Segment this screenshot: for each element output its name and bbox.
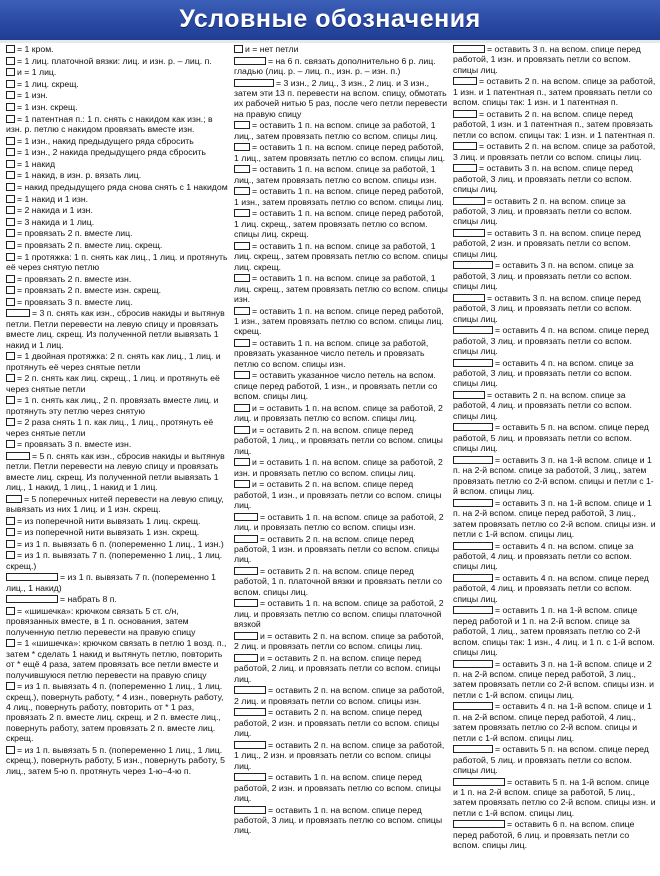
legend-entry [6,594,228,604]
legend-entry-text: = оставить 2 п. на вспом. спице за работой, 1 лиц., 2 изн. и провязать петли со вспом. спицы лиц. [234,739,445,771]
stitch-symbol-icon [6,57,15,65]
stitch-symbol-icon [453,820,505,828]
stitch-symbol-icon [6,160,15,168]
header-divider [0,40,660,43]
legend-entry [234,707,448,738]
legend-entry-text: = из поперечной нити вывязать 1 изн. скрещ. [17,527,200,538]
legend-entry-text: = 1 «шишечка»: крючком связать в петлю 1 возд. п., затем * сделать 1 накид и вытянуть петлю, повторить от * ещё 4 раза, затем провязать все петли вместе и получившуюся петлю перевести на правую спицу [6,638,227,680]
legend-entry [453,141,656,162]
legend-entry-text: = оставить 2 п. на вспом. спице перед работой, 2 изн. и провязать петли со вспом. спицы лиц. [234,707,440,739]
stitch-symbol-icon [6,218,15,226]
legend-entry-text: = оставить 2 п. на вспом. спице за работой, 1 изн. и 1 патентная п., затем провязать петли со вспом. спицы так: 1 изн. и 1 патентная п. [453,76,656,108]
stitch-symbol-icon [453,391,485,399]
legend-entry [6,439,228,449]
stitch-symbol-icon [453,606,493,614]
legend-column-1 [6,44,228,876]
legend-entry-text: = накид предыдущего ряда снова снять с 1 накидом [17,181,228,192]
legend-entry [6,550,228,571]
legend-entry [6,79,228,89]
legend-entry-text: = оставить 1 п. на вспом. спице за работой, провязать указанное число петель и провязать петлю со вспом. спицы изн. [234,338,429,369]
stitch-symbol-icon [6,80,15,88]
legend-entry-text: = 3 изн., 2 лиц., 3 изн., 2 лиц. и 3 изн., затем эти 13 п. перевести на вспом. спицу, обмотать их рабочей нитью 5 раз, после чего петли перевести на правую спицу [234,77,448,119]
legend-entry-text: = оставить 1 п. на вспом. спице за работой, 1 лиц., затем провязать петлю со вспом. спицы изн. [234,164,437,185]
legend-entry-text: = из поперечной нити вывязать 1 лиц. скрещ. [17,515,201,526]
stitch-symbol-icon [6,137,15,145]
stitch-symbol-icon [234,654,258,662]
legend-entry-text: = оставить 3 п. на 1-й вспом. спице и 2 п. на 2-й вспом. спице перед работой, 3 лиц., затем провязать петли со 2-й вспом. спицы изн. и петли с 1-й вспом. спицы лиц. [453,658,654,700]
page-title: Условные обозначения [179,5,481,33]
stitch-symbol-icon [234,686,266,694]
legend-entry-text: = из 1 п. вывязать 5 п. (попеременно 1 лиц., 1 лиц. скрещ.), повернуть работу, 5 изн., повернуть работу, 5 лиц., затем 5-ю п. протянуть через 1-ю–4-ю п. [6,744,225,776]
legend-entry [6,527,228,537]
legend-entry [6,159,228,169]
legend-entry [6,638,228,680]
stitch-symbol-icon [234,426,250,434]
legend-entry [6,274,228,284]
legend-entry [453,541,656,572]
legend-entry [234,740,448,771]
stitch-symbol-icon [453,110,477,118]
stitch-symbol-icon [453,456,493,464]
legend-entry-text: = оставить 1 п. на вспом. спице перед работой, 2 изн. и провязать петлю со вспом. спицы лиц. [234,772,441,803]
legend-entry-text: = оставить 2 п. на вспом. спице перед работой, 1 п. платочной вязки и провязать петли со вспом. спицы лиц. [234,566,443,597]
stitch-symbol-icon [453,294,485,302]
legend-entry [234,306,448,337]
legend-entry-text: = 1 изн. [17,90,48,101]
legend-entry-text: = 1 п. снять как лиц., 2 п. провязать вместе лиц. и протянуть эту петлю через снятую [6,395,219,416]
stitch-symbol-icon [6,275,15,283]
stitch-symbol-icon [234,567,258,575]
legend-entry-text: = оставить 1 п. на вспом. спице перед работой, 1 изн., затем провязать петлю со вспом. спицы лиц. [234,186,444,207]
legend-entry [6,44,228,54]
legend-entry [6,240,228,250]
legend-entry-text: = оставить 3 п. на вспом. спице перед работой, 3 лиц. и провязать петли со вспом. спицы лиц. [453,292,641,324]
legend-entry-text: = 5 поперечных нитей перевести на левую спицу, вывязать из них 1 лиц. и 1 изн. скрещ. [6,493,224,514]
legend-entry-text: = 1 изн., накид предыдущего ряда сбросить [17,135,194,146]
stitch-symbol-icon [234,187,250,195]
stitch-symbol-icon [234,165,250,173]
legend-column-2 [234,44,448,876]
stitch-symbol-icon [6,115,15,123]
stitch-symbol-icon [6,540,15,548]
legend-entry [234,56,448,77]
legend-entry-text: и = оставить 1 п. на вспом. спице за работой, 2 изн. и провязать петлю со вспом. спицы лиц. [234,457,443,478]
legend-entry-text: = из 1 п. вывязать 6 п. (попеременно 1 лиц., 1 изн.) [17,538,224,549]
legend-entry [234,403,448,424]
stitch-symbol-icon [453,778,505,786]
legend-entry-text: = 3 п. снять как изн., сбросив накиды и вытянув петли. Петли перевести на левую спицу и провязать вместе лиц. скрещ. Из полученной петли вывязать 1 накид и 1 лиц. [6,308,225,350]
legend-entry [234,566,448,597]
stitch-symbol-icon [6,607,15,615]
legend-entry [234,512,448,533]
legend-entry-text: и = 1 лиц. [17,67,57,78]
legend-entry [453,701,656,743]
legend-entry [6,516,228,526]
stitch-symbol-icon [6,298,15,306]
page-header [0,0,660,42]
legend-entry-text: = 1 изн., 2 накида предыдущего ряда сбросить [17,147,206,158]
legend-entry-text: = оставить 1 п. на вспом. спице за работой, 1 лиц. скрещ., затем провязать петлю со вспом. спицы изн. [234,273,448,305]
stitch-symbol-icon [6,528,15,536]
stitch-symbol-icon [453,702,493,710]
legend-entry [453,76,656,107]
legend-entry-text: = 1 накид [17,158,56,169]
legend-entry-text: = 3 накида и 1 лиц. [17,216,95,227]
legend-entry-text: = оставить 5 п. на 1-й вспом. спице и 1 п. на 2-й вспом. спице за работой, 5 лиц., затем провязать петлю со 2-й вспом. спицы изн. и петли с 1-й вспом. спицы лиц. [453,776,656,818]
legend-entry [6,745,228,776]
legend-entry-text: = из 1 п. вывязать 7 п. (попеременно 1 лиц., 1 лиц. скрещ.) [6,550,223,571]
stitch-symbol-icon [234,404,250,412]
legend-entry [6,681,228,743]
legend-entry-text: = 1 кром. [17,44,54,54]
legend-entry [6,351,228,372]
legend-entry-text: = оставить 3 п. на вспом. спице за работой, 3 лиц. и провязать петли со вспом. спицы лиц. [453,260,634,292]
legend-entry [6,67,228,77]
stitch-symbol-icon [6,286,15,294]
stitch-symbol-icon [234,535,258,543]
legend-entry-text: = 1 патентная п.: 1 п. снять с накидом как изн.; в изн. р. петлю с накидом провязать вместе изн. [6,113,213,134]
legend-entry-text: = 1 накид и 1 изн. [17,193,89,204]
legend-entry-text: = оставить 1 п. на вспом. спице за работой, 1 лиц. скрещ., затем провязать петлю со вспом. спицы лиц. скрещ. [234,240,448,272]
legend-entry [6,395,228,416]
legend-entry [234,479,448,510]
stitch-symbol-icon [453,359,493,367]
legend-entry [453,325,656,356]
legend-entry [453,293,656,324]
legend-entry [453,744,656,775]
legend-entry-text: = оставить 1 п. на вспом. спице перед работой, 1 изн., затем провязать петлю со вспом. спицы лиц. скрещ. [234,305,444,337]
stitch-symbol-icon [6,68,15,76]
legend-entry [453,498,656,540]
stitch-symbol-icon [6,440,15,448]
legend-entry-text: = провязать 2 п. вместе лиц. скрещ. [17,239,163,250]
legend-entry [453,228,656,259]
legend-entry-text: = оставить 3 п. на вспом. спице перед работой, 3 лиц. и провязать петли со вспом. спицы лиц. [453,163,633,195]
legend-entry-text: и = оставить 1 п. на вспом. спице за работой, 2 лиц. и провязать петлю со вспом. спицы лиц. [234,402,443,424]
legend-entry [234,805,448,836]
stitch-symbol-icon [234,143,250,151]
legend-entry [234,338,448,369]
legend-entry [234,631,448,652]
legend-entry-text: = оставить 1 п. на вспом. спице перед работой, 1 лиц., затем провязать петлю со вспом. спицы лиц. [234,142,446,163]
legend-entry-text: = провязать 2 п. вместе лиц. [17,228,133,239]
stitch-symbol-icon [234,806,266,814]
legend-entry-text: = оставить 2 п. на вспом. спице перед работой, 1 изн. и провязать петли со вспом. спицы лиц. [234,533,440,565]
legend-entry-text: = оставить 4 п. на 1-й вспом. спице и 1 п. на 2-й вспом. спице перед работой, 4 лиц., затем провязать петлю со 2-й вспом. спицы и петли с 1-й вспом. спицы лиц. [453,701,652,743]
stitch-symbol-icon [6,746,15,754]
legend-entry [6,228,228,238]
legend-entry-text: = оставить 1 п. на вспом. спице перед работой, 3 лиц. и провязать петлю со вспом. спицы лиц. [234,804,443,836]
legend-entry-text: = на 6 п. связать дополнительно 6 р. лиц. гладью (лиц. р. – лиц. п., изн. р. – изн. п.) [234,55,436,76]
stitch-symbol-icon [6,418,15,426]
legend-entry [453,196,656,227]
legend-entry [6,205,228,215]
legend-entry-text: = из 1 п. вывязать 4 п. (попеременно 1 лиц., 1 лиц. скрещ.), повернуть работу, * 4 изн., повернуть работу, 4 лиц., повернуть работу, повторить от * 1 раз, провязать 2 п. вместе лиц. скрещ. и 2 п. вместе лиц., повернуть работу, затем провязать 2 п. вместе лиц. скрещ. [6,681,224,744]
legend-entry-text: = «шишечка»: крючком связать 5 ст. с/н, провязанных вместе, в 1 п. основания, затем полученную петлю перевести на правую спицу [6,605,196,637]
legend-entry [6,90,228,100]
legend-entry-text: = оставить 1 п. на 1-й вспом. спице перед работой и 1 п. на 2-й вспом. спице за работой, 1 лиц., затем провязать петлю со 2-й вспом. спицы так: 1 изн., 4 лиц. и 1 п. с 1-й вспом. спицы лиц. [453,605,655,657]
legend-entry [453,260,656,291]
legend-entry [453,819,656,850]
stitch-symbol-icon [234,79,274,87]
legend-entry-text: = 1 лиц. скрещ. [17,78,79,89]
legend-entry [6,297,228,307]
stitch-symbol-icon [453,326,493,334]
legend-entry [6,417,228,438]
stitch-symbol-icon [234,45,243,53]
legend-entry-text: = оставить 2 п. на вспом. спице за работой, 3 лиц. и провязать петли со вспом. спицы лиц. [453,195,632,227]
legend-entry [453,44,656,75]
legend-entry [234,241,448,272]
legend-entry [6,217,228,227]
stitch-symbol-icon [6,241,15,249]
stitch-symbol-icon [453,574,493,582]
legend-entry [6,539,228,549]
stitch-symbol-icon [6,682,15,690]
stitch-symbol-icon [453,660,493,668]
legend-entry-text: = оставить 6 п. на вспом. спице перед работой, 6 лиц. и провязать петли со вспом. спицы лиц. [453,819,635,851]
legend-entry [234,685,448,706]
stitch-symbol-icon [234,339,250,347]
legend-entry [453,605,656,657]
stitch-symbol-icon [6,374,15,382]
legend-entry [234,534,448,565]
stitch-symbol-icon [6,183,15,191]
stitch-symbol-icon [234,121,250,129]
stitch-symbol-icon [234,632,258,640]
stitch-symbol-icon [234,741,266,749]
legend-entry [234,273,448,304]
stitch-symbol-icon [234,480,250,488]
stitch-symbol-icon [6,195,15,203]
stitch-symbol-icon [6,253,15,261]
legend-entry-text: = оставить 3 п. на вспом. спице перед работой, 1 изн. и провязать петли со вспом. спицы лиц. [453,44,641,75]
legend-entry-text: и = оставить 2 п. на вспом. спице за работой, 2 лиц. и провязать петли со вспом. спицы лиц. [234,630,444,652]
legend-entry-text: = 2 п. снять как лиц. скрещ., 1 лиц. и протянуть её через снятые петли [6,373,220,394]
stitch-symbol-icon [453,542,493,550]
legend-entry [234,186,448,207]
legend-entry-text: = провязать 2 п. вместе изн. [17,273,132,284]
legend-entry [6,170,228,180]
stitch-symbol-icon [6,639,15,647]
legend-entry [234,425,448,456]
stitch-symbol-icon [234,458,250,466]
legend-entry-text: = оставить 4 п. на вспом. спице перед работой, 3 лиц. и провязать петли со вспом. спицы лиц. [453,325,649,357]
legend-entry [234,772,448,803]
legend-entry-text: = оставить 4 п. на вспом. спице перед работой, 4 лиц. и провязать петли со вспом. спицы лиц. [453,572,649,604]
legend-entry-text: = оставить 4 п. на вспом. спице за работой, 3 лиц. и провязать петли со вспом. спицы лиц. [453,357,634,389]
legend-entry [6,194,228,204]
stitch-symbol-icon [6,206,15,214]
legend-entry-text: = 1 изн. скрещ. [17,101,78,112]
stitch-symbol-icon [6,452,30,460]
stitch-symbol-icon [234,209,250,217]
legend-entry [6,606,228,637]
stitch-symbol-icon [6,352,15,360]
legend-entry [453,422,656,453]
legend-entry [453,455,656,497]
legend-entry-text: = оставить 2 п. на вспом. спице за работой, 2 лиц. и провязать петли со вспом. спицы изн. [234,685,445,706]
stitch-symbol-icon [453,229,485,237]
legend-entry-text: и = оставить 2 п. на вспом. спице перед работой, 1 лиц., и провязать петли со вспом. спицы лиц. [234,424,443,456]
stitch-symbol-icon [453,499,493,507]
stitch-symbol-icon [6,45,15,53]
legend-entry-text: = оставить 4 п. на вспом. спице за работой, 4 лиц. и провязать петли со вспом. спицы лиц. [453,540,634,572]
legend-entry-text: = провязать 3 п. вместе изн. [17,439,132,450]
legend-entry [453,358,656,389]
legend-entry-text: = 2 накида и 1 изн. [17,205,93,216]
legend-entry [453,163,656,194]
legend-entry-text: = 1 накид, в изн. р. вязать лиц. [17,170,142,181]
stitch-symbol-icon [234,57,266,65]
legend-entry [234,457,448,478]
legend-entry-text: = оставить 2 п. на вспом. спице перед работой, 1 изн. и 1 патентная п., затем провязать петли со вспом. спицы так: 1 изн. и 1 патентная п. [453,108,656,140]
legend-entry [6,285,228,295]
legend-entry-text: = провязать 3 п. вместе лиц. [17,296,133,307]
stitch-symbol-icon [234,599,258,607]
legend-entry [453,390,656,421]
stitch-symbol-icon [6,91,15,99]
legend-entry [6,56,228,66]
legend-entry-text: = провязать 2 п. вместе изн. скрещ. [17,285,162,296]
stitch-symbol-icon [453,261,493,269]
stitch-symbol-icon [6,396,15,404]
stitch-symbol-icon [6,103,15,111]
legend-entry [234,44,448,54]
legend-entry-text: = оставить 1 п. на вспом. спице за работой, 1 лиц., затем провязать петлю со вспом. спицы лиц. [234,120,438,141]
stitch-symbol-icon [453,423,493,431]
stitch-symbol-icon [234,708,266,716]
stitch-symbol-icon [6,495,22,503]
stitch-symbol-icon [6,595,58,603]
stitch-symbol-icon [6,171,15,179]
stitch-symbol-icon [6,309,30,317]
legend-entry-text: = 1 лиц. платочной вязки: лиц. и изн. р. – лиц. п. [17,55,212,66]
legend-entry-text: = набрать 8 п. [60,594,117,605]
stitch-symbol-icon [6,229,15,237]
legend-entry [234,653,448,684]
legend-entry-text: = 2 раза снять 1 п. как лиц., 1 лиц., протянуть её через снятые петли [6,417,214,438]
legend-entry-text: = оставить 1 п. на вспом. спице перед работой, 1 лиц. скрещ., затем провязать петлю со вспом. спицы лиц. скрещ. [234,208,444,240]
stitch-symbol-icon [453,77,477,85]
legend-entry [234,370,448,401]
legend-entry [234,598,448,629]
legend-entry [6,114,228,135]
stitch-symbol-icon [234,307,250,315]
legend-entry-text: = оставить 1 п. на вспом. спице за работой, 2 лиц. и провязать петлю со вспом. спицы платочной вязкой [234,598,444,630]
stitch-symbol-icon [6,551,15,559]
stitch-symbol-icon [453,164,477,172]
legend-entry-text: = 1 протяжка: 1 п. снять как лиц., 1 лиц. и протянуть её через снятую петлю [6,251,228,272]
legend-entry [234,78,448,120]
legend-entry-text: = 5 п. снять как изн., сбросив накиды и вытянув петли. Петли перевести на левую спицу и провязать вместе лиц. скрещ. Из полученной петли вывязать 1 лиц., 1 накид, 1 лиц., 1 накид и 1 лиц. [6,450,225,492]
stitch-symbol-icon [6,517,15,525]
legend-entry [453,573,656,604]
legend-entry [234,142,448,163]
stitch-symbol-icon [234,274,250,282]
legend-entry-text: = оставить 2 п. на вспом. спице за работой, 3 лиц. и провязать петли со вспом. спицы лиц. [453,141,656,162]
stitch-symbol-icon [6,148,15,156]
legend-entry [453,777,656,819]
legend-entry [6,494,228,515]
stitch-symbol-icon [234,371,250,379]
stitch-symbol-icon [234,513,258,521]
stitch-symbol-icon [453,142,477,150]
legend-entry-text: = оставить 3 п. на 1-й вспом. спице и 1 п. на 2-й вспом. спице перед работой, 3 лиц., затем провязать петлю со 2-й вспом. спицы изн. и петли с 1-й вспом. спицы лиц. [453,497,656,539]
stitch-symbol-icon [234,242,250,250]
legend-entry [234,120,448,141]
stitch-symbol-icon [6,573,58,581]
legend-entry-text: = оставить 5 п. на вспом. спице перед работой, 5 лиц. и провязать петли со вспом. спицы лиц. [453,744,649,775]
stitch-symbol-icon [453,745,493,753]
legend-entry [6,147,228,157]
legend-entry-text: = оставить 1 п. на вспом. спице за работой, 2 лиц. и провязать петлю со вспом. спицы изн. [234,511,444,533]
legend-entry [6,572,228,593]
stitch-symbol-icon [453,45,485,53]
stitch-symbol-icon [234,773,266,781]
stitch-symbol-icon [453,197,485,205]
legend-entry [234,164,448,185]
legend-entry [234,208,448,239]
legend-entry [6,451,228,493]
legend-entry [6,136,228,146]
legend-entry [6,308,228,350]
legend-entry-text: = из 1 п. вывязать 7 п. (попеременно 1 лиц., 1 накид) [6,572,217,593]
legend-entry-text: = оставить 5 п. на вспом. спице перед работой, 5 лиц. и провязать петли со вспом. спицы лиц. [453,422,649,454]
legend-entry-text: = оставить 3 п. на 1-й вспом. спице и 1 п. на 2-й вспом. спице за работой, 3 лиц., затем провязать петлю со 2-й вспом. спицы и петли с 1-й вспом. спицы лиц. [453,454,654,497]
legend-entry-text: = оставить 2 п. на вспом. спице за работой, 4 лиц. и провязать петли со вспом. спицы лиц. [453,390,632,421]
legend-entry [453,109,656,140]
legend-entry-text: = оставить указанное число петель на вспом. спице перед работой, 1 изн., и провязать петли со вспом. спицы лиц. [234,370,438,402]
legend-entry [453,659,656,701]
legend-entry [6,182,228,192]
legend-entry-text: и = нет петли [245,44,299,54]
legend-entry-text: = оставить 3 п. на вспом. спице перед работой, 2 изн. и провязать петли со вспом. спицы лиц. [453,228,641,259]
legend-entry [6,102,228,112]
legend-column-3 [453,44,656,876]
legend-entry [6,252,228,273]
legend-entry [6,373,228,394]
legend-entry-text: и = оставить 2 п. на вспом. спице перед работой, 2 лиц. и провязать петли со вспом. спицы лиц. [234,652,441,684]
legend-entry-text: = 1 двойная протяжка: 2 п. снять как лиц., 1 лиц. и протянуть её через снятые петли [6,351,221,372]
legend-entry-text: и = оставить 2 п. на вспом. спице перед работой, 1 изн., и провязать петли со вспом. спицы лиц. [234,479,442,511]
